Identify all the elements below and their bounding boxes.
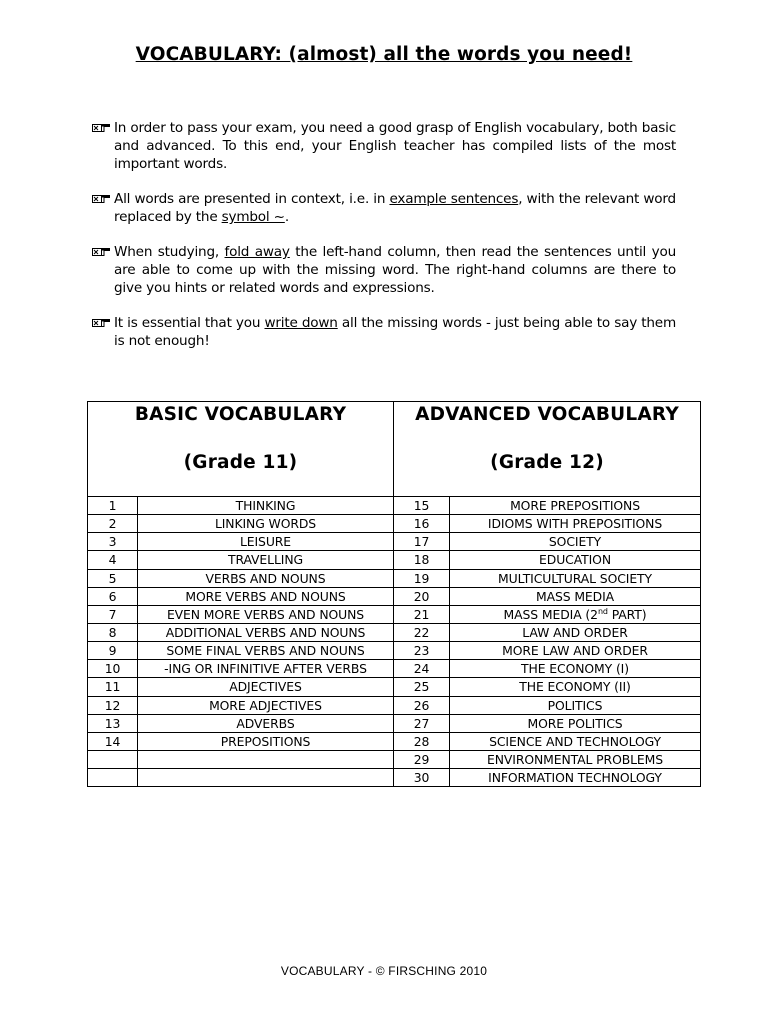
basic-unit-number-text: 1: [108, 498, 117, 514]
basic-unit-topic: [138, 750, 394, 768]
basic-unit-topic-text: PREPOSITIONS: [220, 733, 311, 749]
basic-unit-number: [88, 587, 138, 605]
advanced-unit-topic-text: THE ECONOMY (II): [519, 679, 631, 695]
pointing-hand-icon: [92, 119, 114, 137]
vocabulary-table: [87, 401, 701, 787]
advanced-unit-topic-text: THE ECONOMY (I): [521, 661, 629, 677]
advanced-unit-number-text: 15: [413, 498, 430, 514]
table-header-row: [88, 402, 701, 497]
basic-unit-number: [88, 551, 138, 569]
pointing-hand-icon: [92, 314, 114, 332]
page-title: VOCABULARY: (almost) all the words you need!: [135, 44, 633, 65]
basic-unit-number-text: 10: [104, 661, 121, 677]
basic-unit-topic: [138, 660, 394, 678]
basic-unit-topic: [138, 732, 394, 750]
basic-unit-topic: [138, 605, 394, 623]
advanced-unit-number: [394, 732, 450, 750]
basic-unit-number: [88, 642, 138, 660]
advanced-vocabulary-header: [394, 402, 701, 497]
advanced-unit-number: [394, 605, 450, 623]
basic-unit-number-text: 2: [108, 516, 117, 532]
pointing-hand-icon: [92, 243, 114, 261]
advanced-unit-topic: [450, 696, 701, 714]
basic-unit-number: [88, 533, 138, 551]
advanced-unit-number: [394, 769, 450, 787]
basic-unit-number: [88, 497, 138, 515]
basic-unit-number: [88, 605, 138, 623]
basic-vocabulary-title: BASIC VOCABULARY: [134, 404, 347, 425]
basic-unit-topic-text: TRAVELLING: [228, 552, 303, 568]
advanced-unit-topic-text: ENVIRONMENTAL PROBLEMS: [487, 752, 664, 768]
advanced-unit-number-text: 24: [413, 661, 430, 677]
advanced-unit-topic-text: MULTICULTURAL SOCIETY: [498, 570, 652, 586]
table-row: [88, 515, 701, 533]
basic-unit-topic-text: ADVERBS: [236, 715, 295, 731]
advanced-unit-topic-text: LAW AND ORDER: [522, 625, 628, 641]
advanced-unit-number: [394, 551, 450, 569]
table-row: [88, 660, 701, 678]
table-row: [88, 750, 701, 768]
advanced-unit-number-text: 21: [413, 606, 430, 622]
basic-unit-topic-text: EVEN MORE VERBS AND NOUNS: [166, 606, 365, 622]
basic-unit-number-text: 8: [108, 625, 117, 641]
table-row: [88, 497, 701, 515]
intro-bullet-text: [114, 243, 676, 297]
intro-bullet: [92, 119, 676, 173]
basic-unit-number: [88, 714, 138, 732]
advanced-unit-topic-text: MORE PREPOSITIONS: [510, 498, 640, 514]
advanced-unit-topic: [450, 605, 701, 623]
advanced-unit-topic-text: POLITICS: [547, 697, 603, 713]
basic-unit-number: [88, 660, 138, 678]
advanced-unit-topic: [450, 623, 701, 641]
table-row: [88, 605, 701, 623]
basic-unit-topic: [138, 587, 394, 605]
intro-bullet-text: [114, 119, 676, 173]
table-row: [88, 623, 701, 641]
advanced-unit-topic-text: SOCIETY: [548, 534, 602, 550]
basic-unit-number: [88, 569, 138, 587]
advanced-unit-topic: [450, 714, 701, 732]
basic-unit-number: [88, 769, 138, 787]
basic-unit-topic: [138, 714, 394, 732]
advanced-unit-topic-text: MASS MEDIA (2: [503, 606, 598, 622]
basic-unit-number: [88, 678, 138, 696]
basic-unit-topic-text: MORE VERBS AND NOUNS: [185, 588, 346, 604]
advanced-unit-topic-text: MASS MEDIA: [536, 588, 615, 604]
advanced-unit-topic: [450, 769, 701, 787]
advanced-unit-topic-text: EDUCATION: [539, 552, 611, 568]
basic-unit-topic-text: MORE ADJECTIVES: [209, 697, 322, 713]
basic-unit-topic-text: ADJECTIVES: [229, 679, 302, 695]
table-row: [88, 569, 701, 587]
text-run: all the missing words - just being able to say them is not enough!: [114, 315, 676, 349]
underlined-phrase: write down: [264, 315, 338, 331]
basic-unit-number-text: 13: [104, 715, 121, 731]
advanced-unit-number-text: 25: [413, 679, 430, 695]
advanced-unit-number-text: 28: [413, 733, 430, 749]
intro-bullet: [92, 314, 676, 350]
basic-unit-topic: [138, 678, 394, 696]
advanced-unit-topic: [450, 642, 701, 660]
advanced-unit-topic: [450, 569, 701, 587]
advanced-unit-number: [394, 587, 450, 605]
basic-unit-topic: [138, 533, 394, 551]
intro-bullet-text: [114, 314, 676, 350]
text-run: .: [284, 209, 289, 225]
advanced-unit-topic: [450, 551, 701, 569]
basic-unit-topic-text: -ING OR INFINITIVE AFTER VERBS: [164, 661, 367, 677]
advanced-unit-number: [394, 497, 450, 515]
intro-instructions: [92, 119, 676, 367]
basic-unit-number: [88, 696, 138, 714]
advanced-unit-number: [394, 642, 450, 660]
table-row: [88, 714, 701, 732]
basic-unit-topic-text: SOME FINAL VERBS AND NOUNS: [166, 643, 365, 659]
advanced-unit-topic: [450, 732, 701, 750]
text-run: All words are presented in context, i.e. in: [114, 191, 390, 207]
underlined-phrase: symbol ~: [221, 209, 285, 225]
basic-unit-number-text: 6: [108, 588, 117, 604]
basic-unit-topic: [138, 623, 394, 641]
advanced-unit-number: [394, 533, 450, 551]
footer: VOCABULARY - © FIRSCHING 2010: [280, 964, 488, 978]
table-row: [88, 642, 701, 660]
advanced-unit-number: [394, 623, 450, 641]
advanced-unit-number: [394, 714, 450, 732]
basic-unit-topic: [138, 696, 394, 714]
basic-unit-number: [88, 750, 138, 768]
advanced-unit-number-text: 30: [413, 770, 430, 786]
underlined-phrase: example sentences: [389, 191, 519, 207]
advanced-unit-topic: [450, 497, 701, 515]
advanced-unit-number-text: 17: [413, 534, 430, 550]
text-run: , with the relevant word replaced by the: [114, 191, 676, 225]
advanced-unit-number-text: 19: [413, 570, 430, 586]
advanced-unit-number: [394, 569, 450, 587]
advanced-unit-topic: [450, 533, 701, 551]
text-run: In order to pass your exam, you need a good grasp of English vocabulary, both basic and advanced. To this end, your English teacher has compiled lists of the most important words.: [114, 120, 676, 172]
basic-unit-number-text: 5: [108, 570, 117, 586]
advanced-unit-topic-text: MORE POLITICS: [527, 715, 623, 731]
advanced-unit-number: [394, 696, 450, 714]
basic-vocabulary-grade: (Grade 11): [183, 452, 298, 473]
advanced-unit-number-text: 22: [413, 625, 430, 641]
basic-unit-topic: [138, 642, 394, 660]
advanced-vocabulary-title: ADVANCED VOCABULARY: [415, 404, 679, 425]
advanced-unit-number: [394, 750, 450, 768]
table-row: [88, 732, 701, 750]
basic-unit-topic: [138, 515, 394, 533]
advanced-unit-number-text: 20: [413, 588, 430, 604]
table-row: [88, 533, 701, 551]
advanced-unit-topic-text: SCIENCE AND TECHNOLOGY: [489, 733, 661, 749]
basic-unit-topic: [138, 569, 394, 587]
advanced-unit-number: [394, 660, 450, 678]
advanced-unit-topic: [450, 515, 701, 533]
table-row: [88, 696, 701, 714]
intro-bullet-text: [114, 190, 676, 226]
basic-unit-topic-text: LEISURE: [239, 534, 292, 550]
advanced-unit-topic: [450, 660, 701, 678]
basic-unit-number-text: 4: [108, 552, 117, 568]
advanced-unit-topic-text: MORE LAW AND ORDER: [502, 643, 648, 659]
advanced-unit-number-text: 18: [413, 552, 430, 568]
text-run: When studying,: [114, 244, 225, 260]
basic-unit-topic-text: VERBS AND NOUNS: [205, 570, 326, 586]
basic-unit-number: [88, 732, 138, 750]
advanced-unit-number-text: 23: [413, 643, 430, 659]
advanced-vocabulary-grade: (Grade 12): [490, 452, 604, 473]
basic-unit-number-text: 14: [104, 733, 121, 749]
intro-bullet: [92, 243, 676, 297]
advanced-unit-number-text: 29: [413, 752, 430, 768]
basic-unit-topic: [138, 769, 394, 787]
advanced-unit-number: [394, 678, 450, 696]
basic-unit-number: [88, 623, 138, 641]
basic-unit-number-text: 11: [104, 679, 121, 695]
table-row: [88, 587, 701, 605]
advanced-unit-topic: [450, 587, 701, 605]
basic-unit-number-text: 9: [108, 643, 117, 659]
basic-unit-number: [88, 515, 138, 533]
basic-unit-number-text: 12: [104, 697, 121, 713]
topic-suffix: PART): [607, 606, 647, 622]
advanced-unit-number-text: 16: [413, 516, 430, 532]
advanced-unit-number-text: 26: [413, 697, 430, 713]
basic-unit-number-text: 7: [108, 606, 117, 622]
advanced-unit-number: [394, 515, 450, 533]
table-row: [88, 551, 701, 569]
basic-unit-topic-text: THINKING: [235, 498, 296, 514]
basic-unit-topic-text: LINKING WORDS: [214, 516, 317, 532]
vocabulary-table-body: [88, 497, 701, 787]
basic-unit-topic: [138, 497, 394, 515]
underlined-phrase: fold away: [224, 244, 290, 260]
basic-unit-number-text: 3: [108, 534, 117, 550]
text-run: the left-hand column, then read the sentences until you are able to come up with the missing word. The right-hand columns are there to give you hints or related words and expressions.: [114, 244, 676, 296]
ordinal-superscript: nd: [597, 606, 608, 616]
table-row: [88, 678, 701, 696]
advanced-unit-number-text: 27: [413, 715, 430, 731]
intro-bullet: [92, 190, 676, 226]
basic-unit-topic-text: ADDITIONAL VERBS AND NOUNS: [165, 625, 366, 641]
advanced-unit-topic-text: INFORMATION TECHNOLOGY: [488, 770, 662, 786]
pointing-hand-icon: [92, 190, 114, 208]
advanced-unit-topic: [450, 678, 701, 696]
advanced-unit-topic: [450, 750, 701, 768]
text-run: It is essential that you: [114, 315, 265, 331]
advanced-unit-topic-text: IDIOMS WITH PREPOSITIONS: [487, 516, 663, 532]
basic-unit-topic: [138, 551, 394, 569]
table-row: [88, 769, 701, 787]
basic-vocabulary-header: [88, 402, 394, 497]
